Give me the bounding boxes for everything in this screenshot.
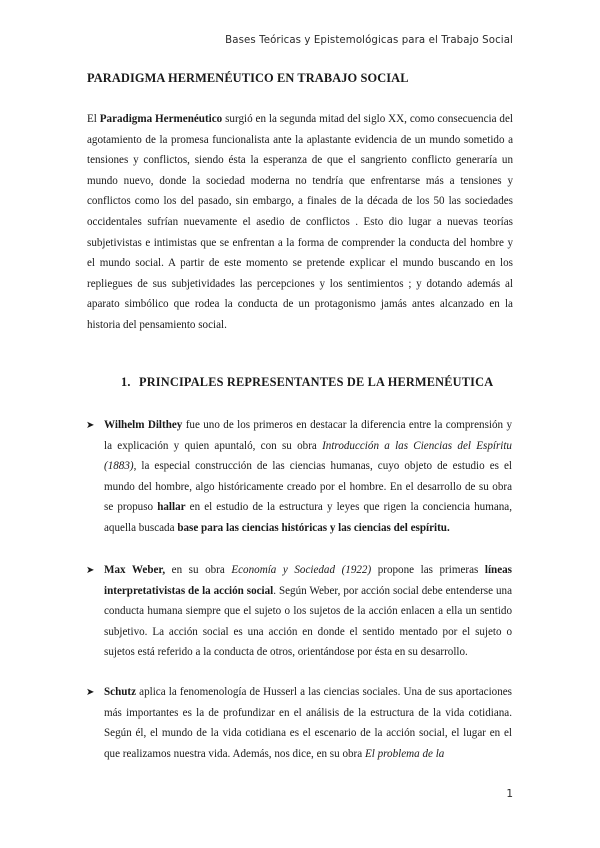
- list-item-weber: [86, 560, 512, 663]
- weber-paragraph: Max Weber, en su obra Economía y Sociedad (1922) propone las primeras líneas interpretativistas de la acción social. Según Weber, por acción social debe entenderse una conducta humana siempre que el sujeto o los sujetos de la acción enlacen a ella un sentido subjetivo. La acción social es una acción en donde el sentido mentado por el sujeto o sujetos está referido a la conducta de otros, orientándose por ésta en su desarrollo.: [104, 564, 512, 659]
- paradigm-term: Paradigma Hermenéutico: [99, 113, 223, 125]
- section-title: PRINCIPALES REPRESENTANTES DE LA HERMENÉUTICA: [139, 375, 494, 389]
- page-number: 1: [506, 788, 513, 800]
- schutz-paragraph: Schutz aplica la fenomenología de Husserl a las ciencias sociales. Una de sus aportaciones más importantes es la de profundizar en el análisis de la estructura de la vida cotidiana. Según él, el mundo de la vida cotidiana es el escenario de la acción social, el lugar en el que realizamos nuestra vida. Además, nos dice, en su obra El problema de la: [104, 686, 512, 760]
- section-number: 1.: [121, 375, 131, 389]
- list-item-schutz: [86, 682, 512, 764]
- author-name: Wilhelm Dilthey: [104, 419, 183, 431]
- author-name: Max Weber,: [104, 564, 166, 576]
- section-heading: [121, 375, 493, 390]
- arrow-bullet-icon: ➤: [86, 687, 95, 698]
- work-title: El problema de la: [364, 747, 445, 760]
- author-name: Schutz: [104, 686, 137, 698]
- arrow-bullet-icon: ➤: [86, 420, 95, 431]
- list-item-dilthey: [86, 415, 512, 539]
- arrow-bullet-icon: ➤: [86, 565, 95, 576]
- work-title: Economía y Sociedad (1922): [231, 564, 372, 576]
- dilthey-paragraph: Wilhelm Dilthey fue uno de los primeros en destacar la diferencia entre la comprensión y la explicación y quien apuntaló, con su obra Introducción a las Ciencias del Espíritu (1883), la especial construcción de las ciencias humanas, cuyo objeto de estudio es el mundo del hombre, algo históricamente creado por el hombre. En el desarrollo de su obra se propuso hallar en el estudio de la estructura y leyes que rigen la conciencia humana, aquella buscada base para las ciencias históricas y las ciencias del espíritu.: [104, 419, 512, 534]
- running-header: Bases Teóricas y Epistemológicas para el Trabajo Social: [225, 35, 513, 46]
- work-title: Introducción a las Ciencias del Espíritu (1883): [104, 439, 512, 473]
- intro-paragraph: El Paradigma Hermenéutico surgió en la segunda mitad del siglo XX, como consecuencia del agotamiento de la promesa funcionalista ante la aplastante evidencia de un mundo sometido a tensiones y conflictos, siendo ésta la esperanza de que el sangriento conflicto generaría un mundo nuevo, donde la sociedad moderna no tendría que enfrentarse más a tensiones y conflictos como los del pasado, sin embargo, a finales de la década de los 50 las sociedades occidentales sufrían nuevamente el asedio de conflictos . Esto dio lugar a nuevas teorías subjetivistas e intimistas que se enfrentan a la forma de comprender la conducta del hombre y el mundo social. A partir de este momento se pretende explicar el mundo buscando en los repliegues de sus subjetividades las percepciones y los sentimientos ; y dotando además al aparato simbólico que rodea la conducta de un protagonismo jamás antes alcanzado en la historia del pensamiento social.: [87, 113, 513, 331]
- document-title: PARADIGMA HERMENÉUTICO EN TRABAJO SOCIAL: [87, 71, 409, 85]
